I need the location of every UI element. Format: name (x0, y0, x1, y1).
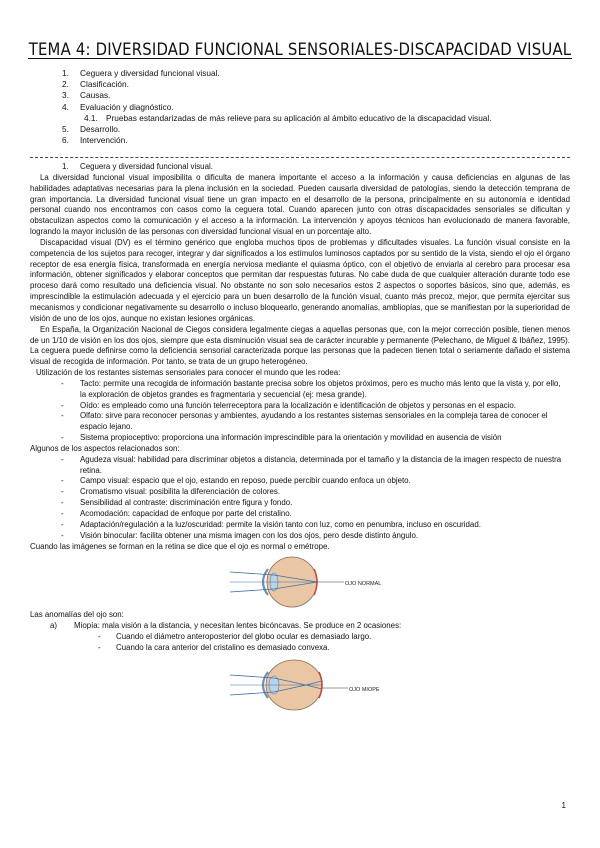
paragraph: En España, la Organización Nacional de Ciegos considera legalmente ciegas a aquellas personas que, con la mejor corrección posible, tienen menos de un 1/10 de visión en los dos ojos, siempre que esta disminución visual sea de carácter incurable y permanente (Pelechano, de Miguel & Ibáñez, 1995). La ceguera puede definirse como la deficiencia sensorial caracterizada porque las personas que la padecen tienen total o seriamente dañado el sistema visual de recogida de información. Por tanto, se trata de un grupo heterogéneo. (30, 324, 570, 367)
aspects-intro: Algunos de los aspectos relacionados son: (30, 443, 180, 453)
list-item: - Oído: es empleado como una función telerreceptora para la localización e identificación de objetos y personas en el espacio. (61, 400, 517, 410)
section-heading: 1. Ceguera y diversidad funcional visual. (62, 162, 213, 171)
toc-item: 2. Clasificación. (62, 79, 129, 90)
myopic-eye-diagram (30, 656, 570, 712)
normal-eye-figure (30, 554, 570, 610)
myopia-cases-list (30, 632, 570, 654)
list-item: - Agudeza visual: habilidad para discriminar objetos a distancia, determinada por el tamaño y la distancia de la imagen respecto de nuestra retina. (61, 454, 562, 475)
list-item: - Cuando el diámetro anteroposterior del globo ocular es demasiado largo. (98, 632, 372, 642)
list-item: - Olfato: sirve para reconocer personas y ambientes, ayudando a los restantes sistemas sensoriales en la compleja tarea de conocer el espacio lejano. (61, 411, 548, 432)
toc-subitem: 4.1. Pruebas estandarizadas de más relieve para su aplicación al ámbito educativo de la discapacidad visual. (84, 112, 492, 123)
list-item: a) Miopía: mala visión a la distancia, y necesitan lentes bicóncavas. Se produce en 2 ocasiones: (50, 621, 402, 631)
list-item: - Adaptación/regulación a la luz/oscuridad: permite la visión tanto con luz, como en penumbra, incluso en oscuridad. (61, 519, 481, 529)
myopic-eye-figure (30, 656, 570, 712)
table-of-contents (62, 68, 492, 146)
toc-item: 1. Ceguera y diversidad funcional visual. (62, 68, 220, 78)
toc-item: 6. Intervención. (62, 135, 128, 146)
document-body (30, 162, 570, 712)
list-item: - Acomodación: capacidad de enfoque por parte del cristalino. (61, 509, 292, 518)
list-item: - Cuando la cara anterior del cristalino es demasiado convexa. (98, 642, 330, 652)
normal-eye-diagram (30, 554, 570, 610)
normal-eye-text: Cuando las imágenes se forman en la retina se dice que el ojo es normal o emétrope. (30, 541, 330, 551)
paragraph: La diversidad funcional visual imposibilita o dificulta de manera importante el acceso a la información y causa deficiencias en algunas de las habilidades adaptativas necesarias para la plena inclusión en la sociedad. Pueden causarla diversidad de patologías, siendo la detección temprana de gran importancia. La diversidad funcional visual tiene un gran impacto en el desarrollo de la persona, principalmente en su autonomía e identidad personal cuando nos encontramos con casos como la ceguera total. Cuando aparecen junto con otras discapacidades sensoriales se dificultan y obstaculizan aspectos como la comunicación y el acceso a la información. La intervención y apoyos técnicos han evolucionado de manera favorable, logrando la mayor inclusión de las personas con diversidad funcional visual en un porcentaje alto. (30, 172, 570, 237)
document-title: TEMA 4: DIVERSIDAD FUNCIONAL SENSORIALES-DISCAPACIDAD VISUAL (28, 40, 572, 59)
list-item: - Campo visual: espacio que el ojo, estando en reposo, puede percibir cuando enfoca un objeto. (61, 476, 411, 486)
toc-item: 4. Evaluación y diagnóstico. (62, 101, 174, 112)
senses-intro: Utilización de los restantes sistemas sensoriales para conocer el mundo que les rodea: (36, 368, 341, 378)
toc-item: 3. Causas. (62, 90, 111, 101)
list-item: - Sistema propioceptivo: proporciona una información imprescindible para la orientación y movilidad en ausencia de visión (61, 433, 502, 443)
list-item: - Tacto: permite una recogida de información bastante precisa sobre los objetos próximos, pero es mucho más lento que la vista y, por ello, la exploración de objetos grandes es fragmentaria y secuencial (ej: mesa grande). (61, 378, 561, 399)
senses-list (30, 379, 570, 444)
anomalies-list (30, 621, 570, 632)
list-item: - Cromatismo visual: posibilita la diferenciación de colores. (61, 487, 280, 497)
list-item: - Sensibilidad al contraste: discriminación entre figura y fondo. (61, 498, 293, 508)
figure-label: OJO NORMAL (345, 581, 382, 588)
paragraph: Discapacidad visual (DV) es el término genérico que engloba muchos tipos de problemas y dificultades visuales. La función visual consiste en la competencia de los sujetos para recoger, integrar y dar significados a los estímulos luminosos captados por su sentido de la vista, siendo el ojo el órgano receptor de esa energía física, transformada en energía nerviosa mediante el quiasma óptico, con el objetivo de enviarla al cerebro para procesar esa información, obtener significados y elaborar conceptos que permitan dar respuestas futuras. No cabe duda de que cualquier alteración durante todo ese proceso dará como resultado una deficiencia visual. No obstante no son solo necesarios estos 2 aspectos o soportes básicos, sino que, además, es imprescindible la estimulación adecuada y el ejercicio para un buen desarrollo de la función visual, cuanto más precoz, mejor, que permita ejercitar sus mecanismos y condicionar negativamente su desarrollo o incluso bloquearlo, generando anomalías, ambliopías, que se manifiestan por la superioridad de visión de uno de los ojos, aunque no existan lesiones orgánicas. (30, 237, 570, 323)
page-number: 1 (561, 801, 566, 810)
toc-item: 5. Desarrollo. (62, 124, 121, 135)
anomalies-intro: Las anomalías del ojo son: (30, 610, 124, 620)
aspects-list (30, 455, 570, 542)
list-item: - Visión binocular: facilita obtener una misma imagen con los dos ojos, pero desde distinto ángulo. (61, 530, 419, 540)
section-divider (30, 157, 570, 158)
figure-label: OJO MIOPE (349, 686, 380, 693)
